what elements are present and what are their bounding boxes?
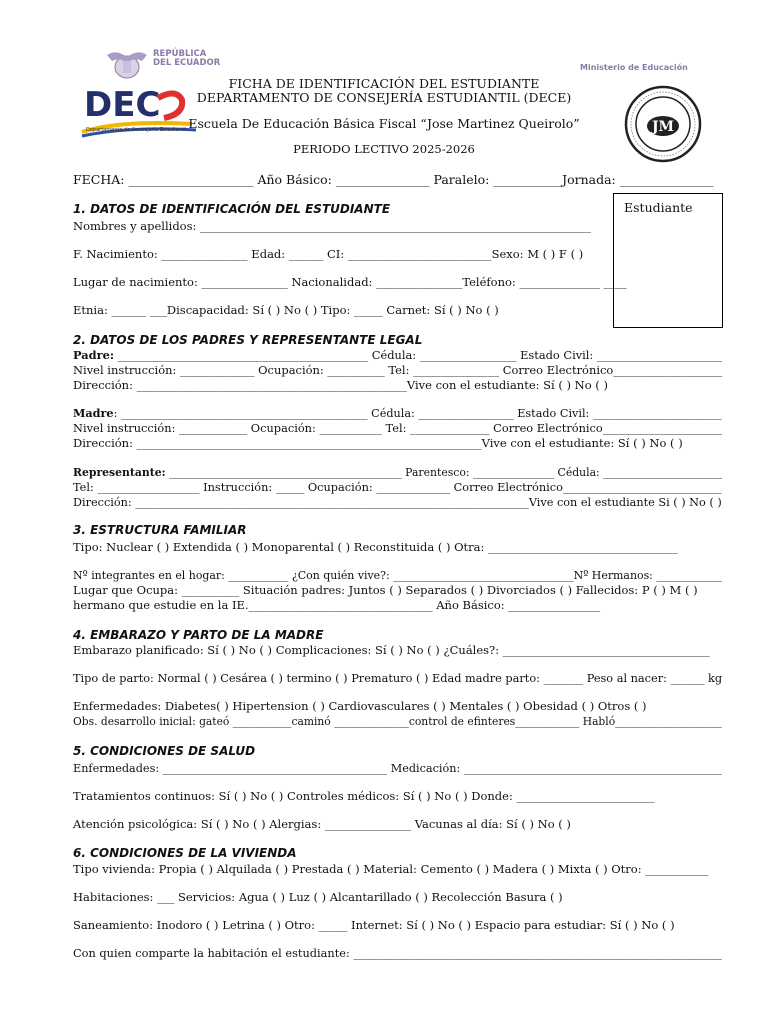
mother-label: Madre	[73, 406, 114, 420]
school-period: PERIODO LECTIVO 2025-2026	[293, 142, 475, 156]
s4-birth-type-line[interactable]: Tipo de parto: Normal ( ) Cesárea ( ) termino ( ) Prematuro ( ) Edad madre parto: _______ Peso al nacer: ______ kg	[73, 671, 723, 685]
department-title: DEPARTAMENTO DE CONSEJERÍA ESTUDIANTIL (DECE)	[196, 90, 572, 105]
section3-title: 3. ESTRUCTURA FAMILIAR	[73, 523, 247, 537]
s5-psych-line[interactable]: Atención psicológica: Sí ( ) No ( ) Alergias: _______________ Vacunas al día: Sí ( ) No ( )	[73, 817, 571, 831]
s1-ethnicity-line[interactable]: Etnia: ______ ___Discapacidad: Sí ( ) No ( ) Tipo: _____ Carnet: Sí ( ) No ( )	[73, 303, 499, 317]
s3-sibling-line[interactable]: hermano que estudie en la IE.________________________________ Año Básico: ________________	[73, 598, 601, 612]
s2-rep-line2[interactable]: Tel: __________________ Instrucción: _____ Ocupación: _____________ Correo Electrónico____________________________	[73, 480, 722, 494]
rep-fields: ___________________________________________ Parentesco: _______________ Cédula: ______________________	[165, 465, 723, 479]
father-label: Padre:	[73, 348, 115, 362]
s2-rep-line3[interactable]: Dirección: ______________________________________________________________________Vive con el estudiante Si ( ) No ( )	[73, 495, 722, 509]
s2-mother-line2[interactable]: Nivel instrucción: ____________ Ocupación: ___________ Tel: ______________ Correo Electrónico_____________________	[73, 421, 723, 435]
s1-names-line[interactable]: Nombres y apellidos: ____________________________________________________________________	[73, 219, 592, 233]
republica-line1: REPÚBLICA	[153, 49, 207, 59]
s6-sanitation-line[interactable]: Saneamiento: Inodoro ( ) Letrina ( ) Otro: _____ Internet: Sí ( ) No ( ) Espacio para estudiar: Sí ( ) No ( )	[73, 918, 675, 932]
s1-birth-line[interactable]: F. Nacimiento: _______________ Edad: ______ CI: _________________________Sexo: M ( ) F ( )	[73, 247, 584, 261]
s2-rep-line1[interactable]	[73, 465, 722, 479]
student-photo-box	[613, 193, 723, 328]
s2-mother-line1[interactable]	[73, 406, 722, 420]
date-grade-line[interactable]: FECHA: ____________________ Año Básico: _______________ Paralelo: ___________Jornada: _______________	[73, 172, 714, 187]
seal-letters: JM	[651, 119, 675, 135]
rep-label: Representante:	[73, 465, 166, 479]
s4-development-line[interactable]: Obs. desarrollo inicial: gateó ___________caminó ______________control de efinteres____________ Habló____________________	[73, 714, 722, 728]
section1-title: 1. DATOS DE IDENTIFICACIÓN DEL ESTUDIANTE	[73, 202, 391, 216]
form-title: FICHA DE IDENTIFICACIÓN DEL ESTUDIANTE	[228, 76, 540, 91]
dece-logo-letters: DEC	[84, 85, 161, 125]
school-name: Escuela De Educación Básica Fiscal “Jose Martinez Queirolo”	[188, 116, 580, 131]
s2-father-line3[interactable]: Dirección: _______________________________________________Vive con el estudiante: Sí ( ) No ( )	[73, 378, 608, 392]
s3-members-line[interactable]: Nº integrantes en el hogar: ___________ ¿Con quién vive?: _________________________________Nº Hermanos: ____________	[73, 568, 722, 582]
s5-treatment-line[interactable]: Tratamientos continuos: Sí ( ) No ( ) Controles médicos: Sí ( ) No ( ) Donde: ________________________	[73, 789, 655, 803]
s2-mother-line3[interactable]: Dirección: ____________________________________________________________Vive con el estudiante: Sí ( ) No ( )	[73, 436, 683, 450]
s4-pregnancy-line[interactable]: Embarazo planificado: Sí ( ) No ( ) Complicaciones: Sí ( ) No ( ) ¿Cuáles?: ____________________________________	[73, 643, 710, 657]
s6-room-share-line[interactable]: Con quien comparte la habitación el estudiante: _________________________________________________________________	[73, 946, 722, 960]
father-fields: ____________________________________________ Cédula: _________________ Estado Civil: ______________________	[114, 348, 723, 362]
s6-housing-line[interactable]: Tipo vivienda: Propia ( ) Alquilada ( ) Prestada ( ) Material: Cemento ( ) Madera ( ) Mixta ( ) Otro: ___________	[73, 862, 709, 876]
republica-text	[153, 50, 220, 68]
s3-type-line[interactable]: Tipo: Nuclear ( ) Extendida ( ) Monoparental ( ) Reconstituida ( ) Otra: _________________________________	[73, 540, 678, 554]
s2-father-line2[interactable]: Nivel instrucción: _____________ Ocupación: __________ Tel: _______________ Correo Electrónico___________________	[73, 363, 723, 377]
s3-parents-line[interactable]: Lugar que Ocupa: __________ Situación padres: Juntos ( ) Separados ( ) Divorciados ( ) Fallecidos: P ( ) M ( )	[73, 583, 698, 597]
section4-title: 4. EMBARAZO Y PARTO DE LA MADRE	[73, 628, 324, 642]
section6-title: 6. CONDICIONES DE LA VIVIENDA	[73, 846, 297, 860]
section5-title: 5. CONDICIONES DE SALUD	[73, 744, 256, 758]
dece-caption: Departamento de Consejería Estudiantil	[86, 127, 187, 133]
s6-rooms-line[interactable]: Habitaciones: ___ Servicios: Agua ( ) Luz ( ) Alcantarillado ( ) Recolección Basura ( )	[73, 890, 563, 904]
republica-line2: DEL ECUADOR	[153, 58, 221, 68]
mother-fields: : ____________________________________________ Cédula: _________________ Estado Civil: _______________________	[113, 406, 722, 420]
section2-title: 2. DATOS DE LOS PADRES Y REPRESENTANTE LEGAL	[73, 333, 423, 347]
ministerio-text: Ministerio de Educación	[580, 63, 688, 72]
s5-diseases-line[interactable]: Enfermedades: ________________________________________ Medicación: ______________________________________________	[73, 761, 722, 775]
s4-diseases-line[interactable]: Enfermedades: Diabetes( ) Hipertension ( ) Cardiovasculares ( ) Mentales ( ) Obesidad ( ) Otros ( )	[73, 699, 647, 713]
photo-label: Estudiante	[624, 200, 693, 215]
s1-place-line[interactable]: Lugar de nacimiento: _______________ Nacionalidad: _______________Teléfono: ______________ ____	[73, 275, 627, 289]
s2-father-line1[interactable]	[73, 348, 722, 362]
